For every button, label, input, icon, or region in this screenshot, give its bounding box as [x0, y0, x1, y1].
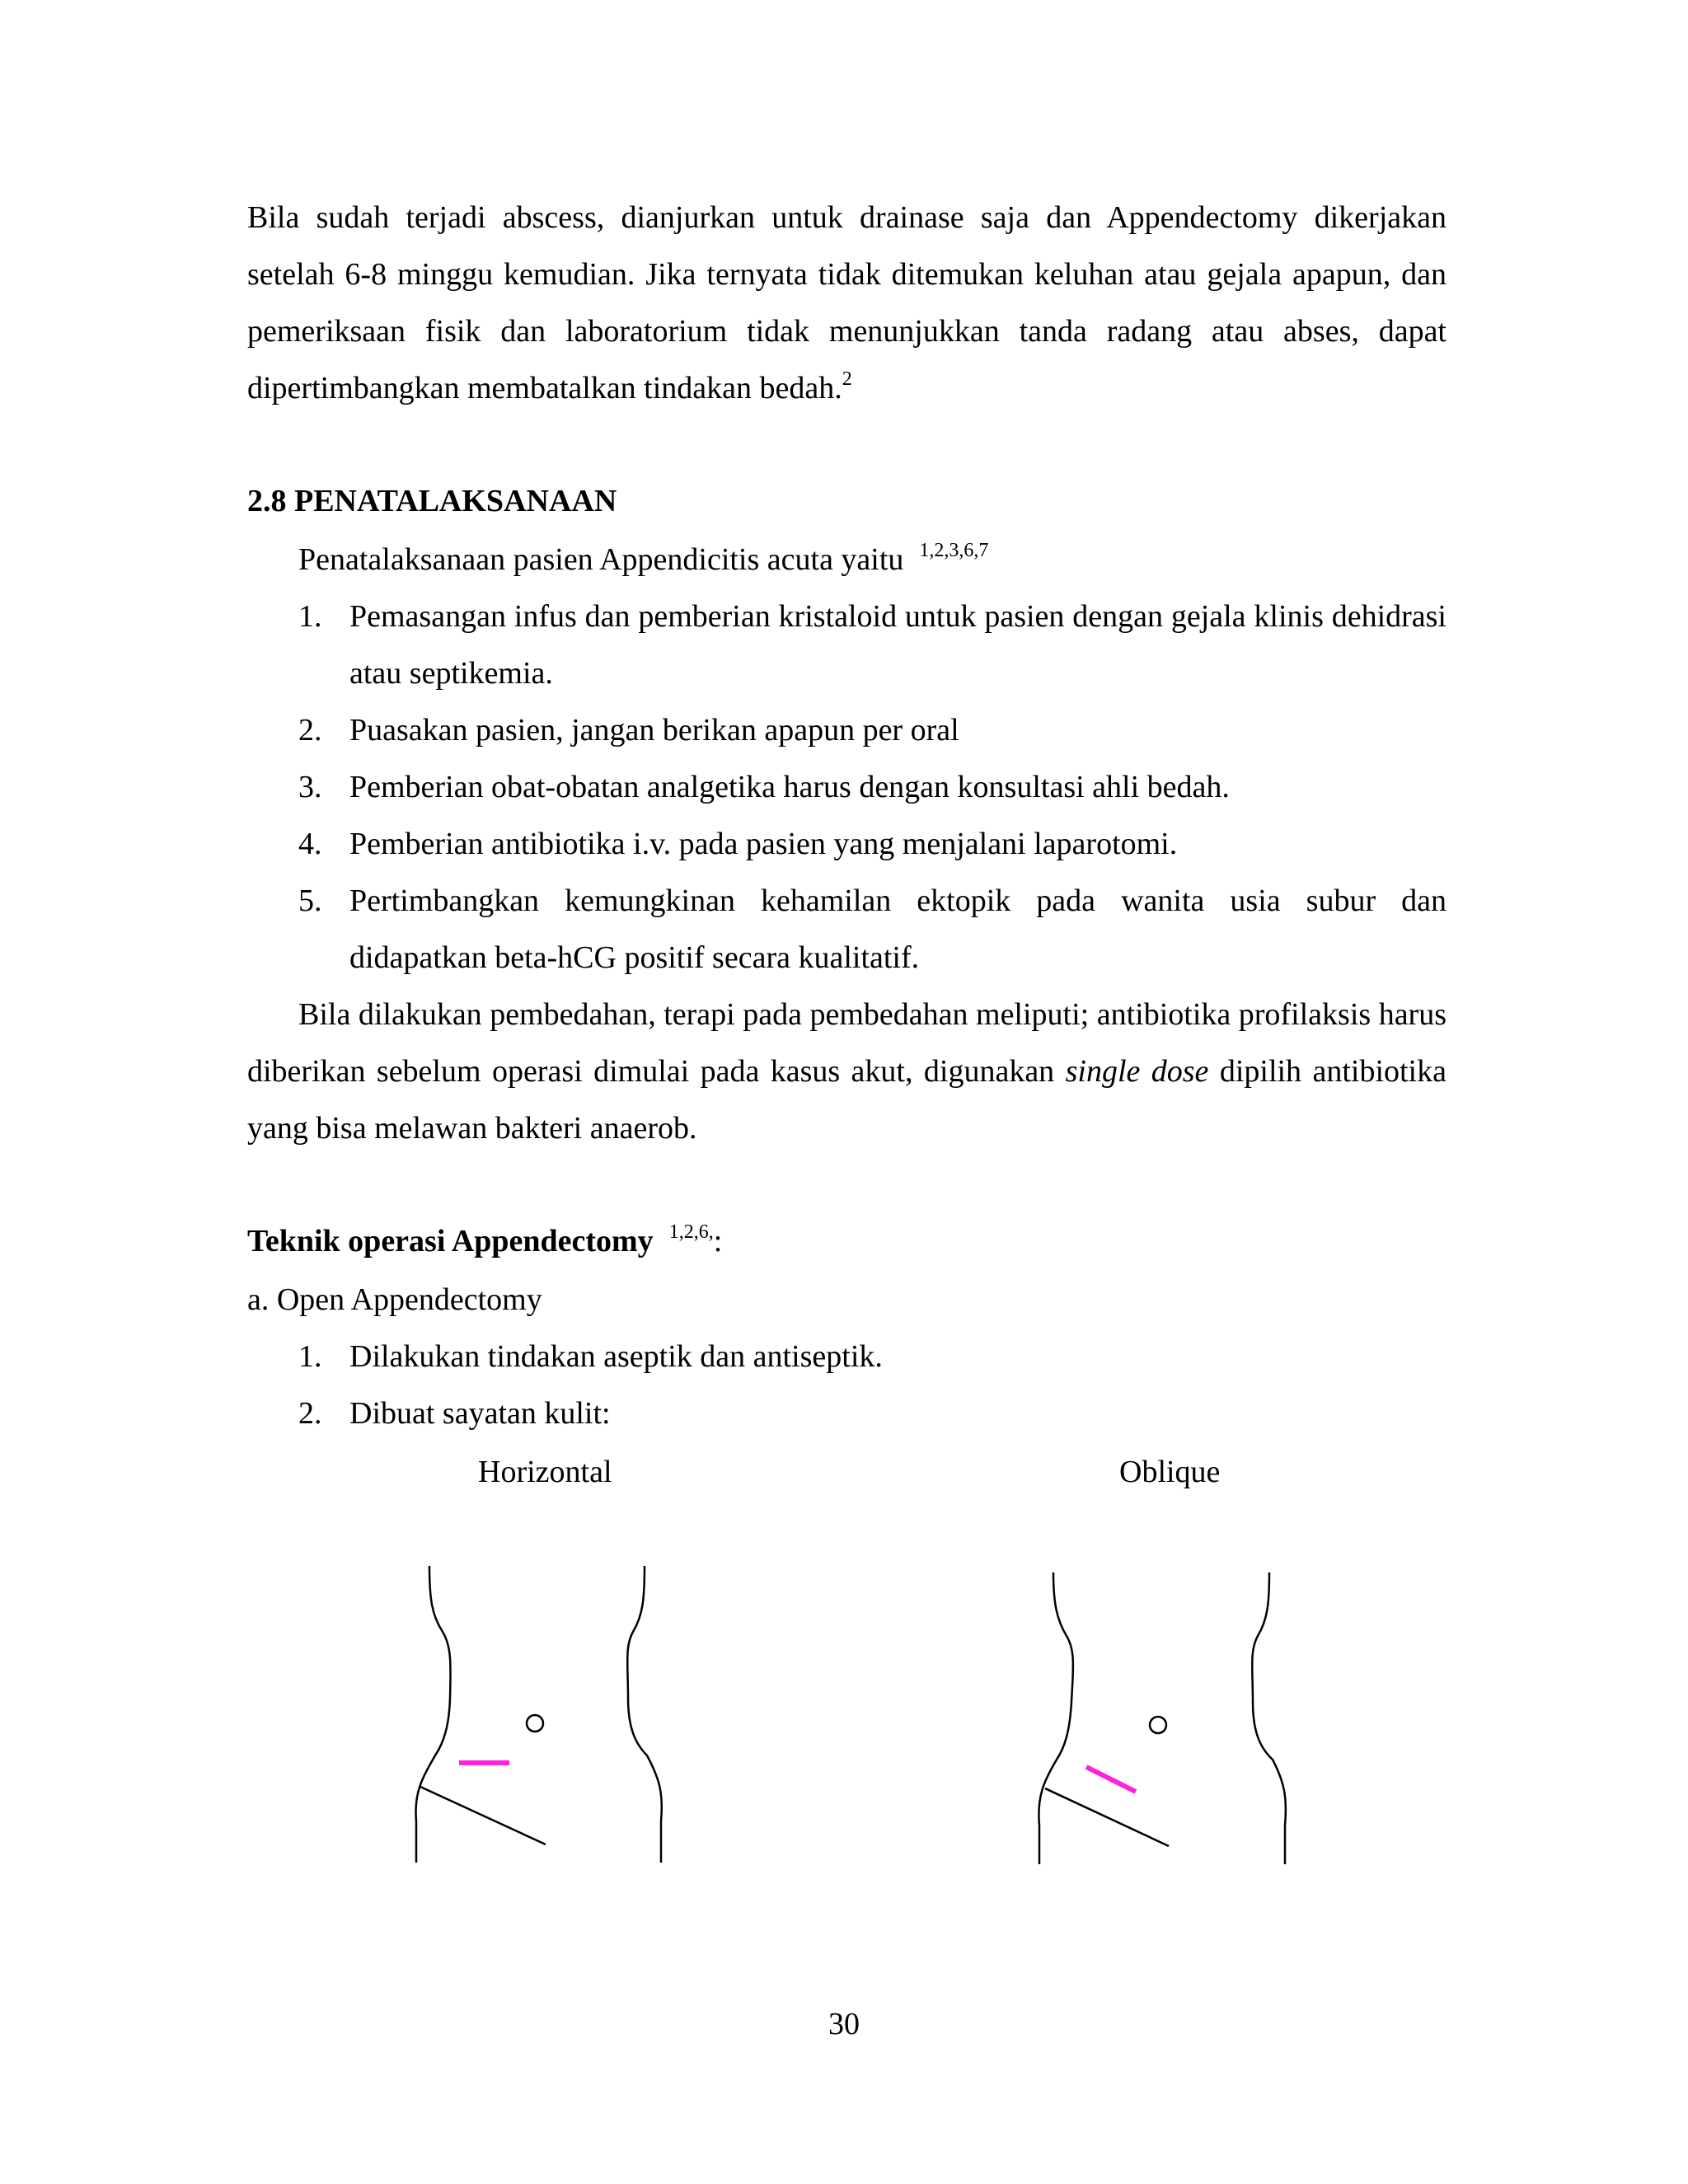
- list-item: [298, 588, 1447, 702]
- torso-right-contour: [1252, 1572, 1286, 1864]
- list-text: Dibuat sayatan kulit:: [349, 1396, 611, 1431]
- list-item: [298, 873, 1447, 987]
- paragraph-abscess: [247, 190, 1447, 421]
- open-appendectomy-heading: a. Open Appendectomy: [247, 1282, 542, 1317]
- list-text: Pemberian obat-obatan analgetika harus dengan konsultasi ahli bedah.: [349, 770, 1230, 804]
- paragraph-surgery-text-1: Bila dilakukan pembedahan, terapi pada pembedahan meliputi; antibiotika profilaksis harus diberikan sebelum operasi dimulai pada kasus akut, digunakan: [247, 997, 1447, 1089]
- oblique-incision: [1086, 1767, 1136, 1792]
- inguinal-line: [1045, 1788, 1169, 1846]
- paragraph-abscess-text: Bila sudah terjadi abscess, dianjurkan untuk drainase saja dan Appendectomy dikerjakan setelah 6-8 minggu kemudian. Jika ternyata tidak ditemukan keluhan atau gejala apapun, dan pemeriksaan fisik dan laboratorium tidak menunjukkan tanda radang atau abses, dapat dipertimbangkan membatalkan tindakan bedah.: [247, 200, 1447, 405]
- list-number: 2.: [298, 713, 322, 748]
- figure-label-horizontal: Horizontal: [478, 1455, 612, 1489]
- torso-left-contour: [415, 1566, 450, 1863]
- list-item: [298, 816, 1447, 873]
- list-number: 4.: [298, 827, 322, 861]
- reference-superscript: 1,2,6,: [668, 1221, 714, 1243]
- torso-horizontal: [415, 1566, 661, 1863]
- management-list: [298, 588, 1447, 987]
- inguinal-line: [420, 1787, 546, 1844]
- torso-oblique: [1039, 1572, 1286, 1864]
- torso-left-contour: [1039, 1572, 1073, 1864]
- open-steps-list: [298, 1329, 1447, 1442]
- management-intro: [298, 532, 988, 593]
- list-item: [298, 702, 1447, 759]
- reference-superscript: 2: [842, 368, 852, 390]
- list-number: 3.: [298, 770, 322, 804]
- incision-figure: [0, 1566, 1688, 1896]
- list-number: 5.: [298, 883, 322, 918]
- management-intro-text: Penatalaksanaan pasien Appendicitis acuta yaitu: [298, 542, 904, 577]
- torso-right-contour: [627, 1566, 662, 1863]
- list-number: 1.: [298, 599, 322, 634]
- list-text: Pertimbangkan kemungkinan kehamilan ektopik pada wanita usia subur dan didapatkan beta-hCG positif secara kualitatif.: [349, 883, 1447, 975]
- list-text: Dilakukan tindakan aseptik dan antiseptik.: [349, 1339, 883, 1374]
- technique-colon: :: [713, 1224, 723, 1258]
- technique-heading: [247, 1213, 722, 1274]
- paragraph-surgery-text-2: dipilih antibiotika yang bisa melawan bakteri anaerob.: [247, 1054, 1447, 1146]
- list-item: [298, 1385, 1447, 1442]
- paragraph-surgery: [247, 987, 1447, 1157]
- paragraph-surgery-italic: single dose: [1065, 1054, 1209, 1089]
- list-number: 1.: [298, 1339, 322, 1374]
- section-heading: 2.8 PENATALAKSANAAN: [247, 484, 617, 518]
- list-text: Puasakan pasien, jangan berikan apapun per oral: [349, 713, 959, 748]
- page-number: 30: [828, 2007, 860, 2041]
- list-number: 2.: [298, 1396, 322, 1431]
- list-text: Pemberian antibiotika i.v. pada pasien yang menjalani laparotomi.: [349, 827, 1178, 861]
- navel-icon: [1150, 1717, 1166, 1733]
- list-item: [298, 759, 1447, 816]
- reference-superscript: 1,2,3,6,7: [919, 540, 989, 561]
- list-text: Pemasangan infus dan pemberian kristaloid untuk pasien dengan gejala klinis dehidrasi atau septikemia.: [349, 599, 1447, 691]
- list-item: [298, 1329, 1447, 1385]
- figure-label-oblique: Oblique: [1119, 1455, 1221, 1489]
- navel-icon: [527, 1715, 543, 1732]
- technique-heading-text: Teknik operasi Appendectomy: [247, 1224, 654, 1258]
